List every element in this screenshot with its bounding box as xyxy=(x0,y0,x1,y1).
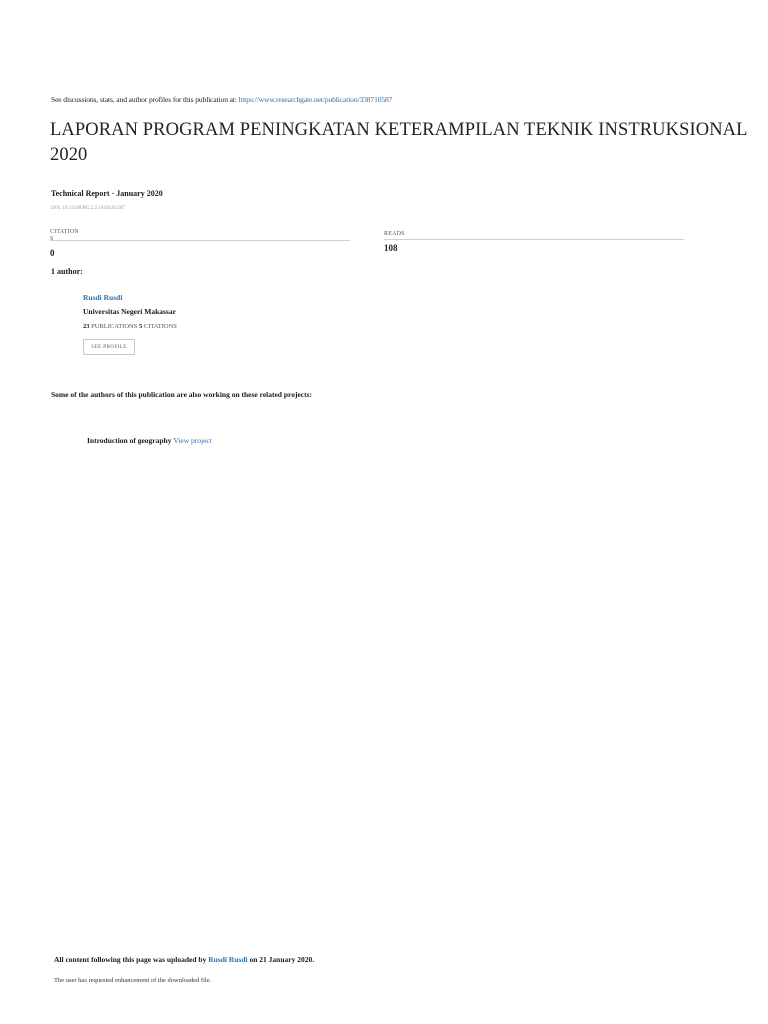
author-citations-count: 5 xyxy=(138,323,143,330)
upload-notice-suffix: on 21 January 2020. xyxy=(249,955,315,964)
author-publications-label: PUBLICATIONS xyxy=(91,323,138,330)
doi-text: DOI: 10.13140/RG.2.2.16436.81287 xyxy=(51,206,125,211)
project-name: Introduction of geography xyxy=(87,436,172,445)
related-project-item xyxy=(87,436,212,445)
reads-value: 108 xyxy=(384,243,398,253)
citations-divider xyxy=(50,240,350,241)
publication-link-prefix: See discussions, stats, and author profiles for this publication at: xyxy=(51,95,237,104)
view-project-link[interactable]: View project xyxy=(173,436,212,445)
see-profile-button[interactable]: SEE PROFILE xyxy=(83,339,135,355)
citations-label-line1: CITATION xyxy=(50,229,79,235)
authors-count: 1 author: xyxy=(51,267,83,276)
author-stats xyxy=(83,323,177,330)
enhancement-notice: The user has requested enhancement of the downloaded file. xyxy=(54,977,212,984)
related-projects-heading: Some of the authors of this publication are also working on these related projects: xyxy=(51,390,313,399)
uploader-link[interactable]: Rusdi Rusdi xyxy=(208,955,248,964)
page-title: LAPORAN PROGRAM PENINGKATAN KETERAMPILAN TEKNIK INSTRUKSIONAL 2020 xyxy=(50,120,747,165)
upload-notice-prefix: All content following this page was uploaded by xyxy=(54,955,207,964)
publication-url-link[interactable]: https://www.researchgate.net/publication/338710587 xyxy=(238,95,393,104)
author-citations-label: CITATIONS xyxy=(143,323,177,330)
author-publications-count: 23 xyxy=(83,323,90,330)
upload-notice xyxy=(54,955,314,964)
author-name-link[interactable]: Rusdi Rusdi xyxy=(83,293,123,302)
reads-divider xyxy=(384,239,684,240)
report-type: Technical Report · January 2020 xyxy=(51,189,163,198)
publication-link-line xyxy=(51,95,392,104)
citations-label-line2: S xyxy=(50,236,54,242)
author-institution: Universitas Negeri Makassar xyxy=(83,307,176,316)
citations-value: 0 xyxy=(50,248,55,258)
reads-label: READS xyxy=(384,231,405,237)
